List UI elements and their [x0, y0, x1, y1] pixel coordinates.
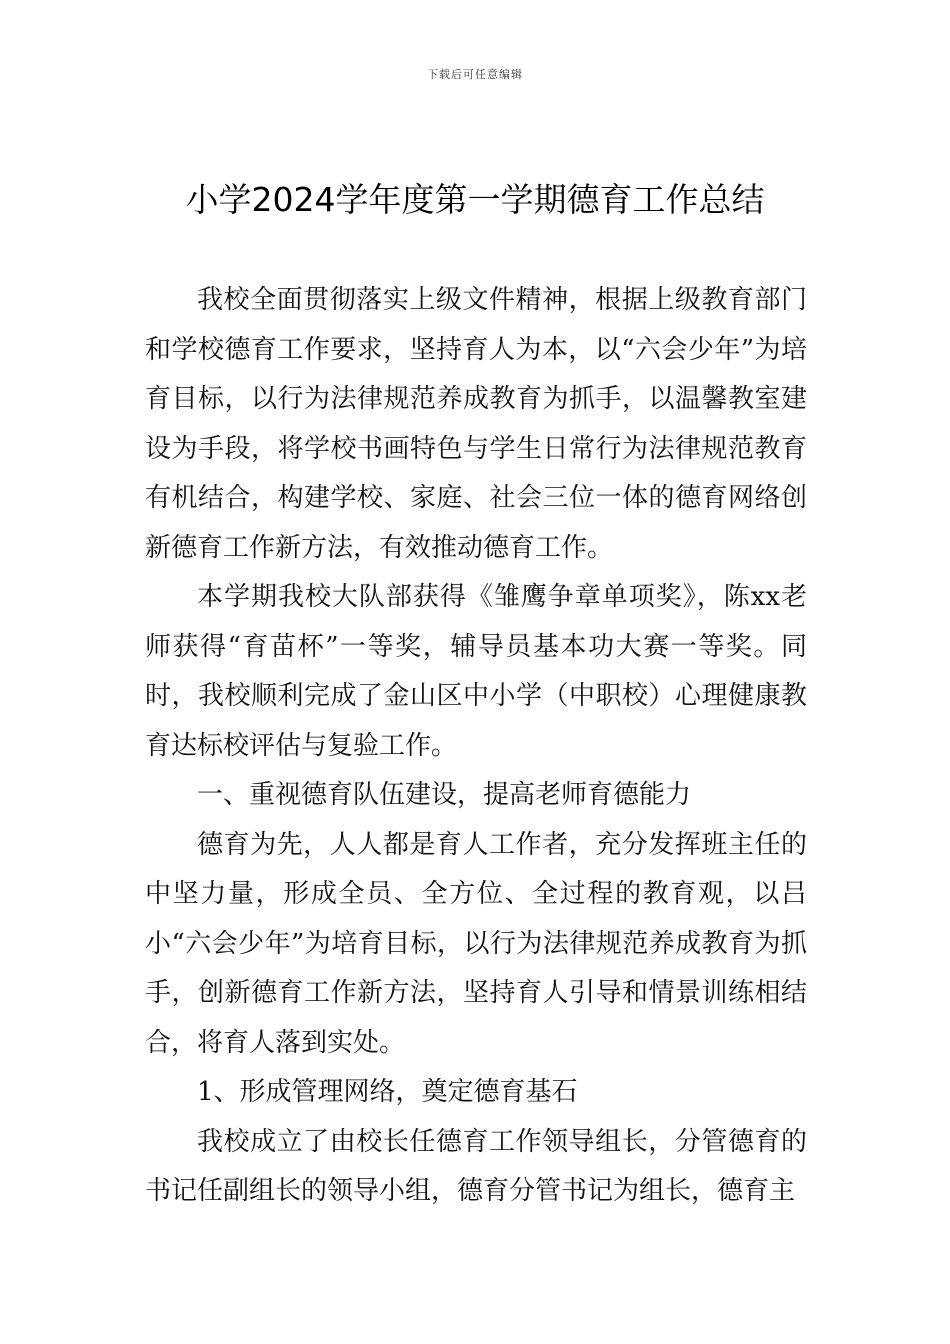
section-heading-1: 一、重视德育队伍建设，提高老师育德能力: [197, 780, 692, 810]
paragraph-awards: 本学期我校大队部获得《雏鹰争章单项奖》，陈xx老师获得“育苗杯”一等奖，辅导员基本功大赛一等奖。同时，我校顺利完成了金山区中小学（中职校）心理健康教育达标校评估与复验工作。: [145, 582, 807, 761]
paragraph-subsection-1: 我校成立了由校长任德育工作领导组长，分管德育的书记任副组长的领导小组，德育分管书记为组长，德育主: [145, 1126, 807, 1206]
document-title: 小学2024学年度第一学期德育工作总结: [185, 180, 765, 219]
document-body: [145, 276, 807, 1217]
subsection-heading-1: 1、形成管理网络，奠定德育基石: [197, 1077, 578, 1107]
paragraph-section-1: 德育为先，人人都是育人工作者，充分发挥班主任的中坚力量，形成全员、全方位、全过程的教育观，以吕小“六会少年”为培育目标，以行为法律规范养成教育为抓手，创新德育工作新方法，坚持育人引导和情景训练相结合，将育人落到实处。: [145, 829, 807, 1058]
paragraph-intro: 我校全面贯彻落实上级文件精神，根据上级教育部门和学校德育工作要求，坚持育人为本，以“六会少年”为培育目标，以行为法律规范养成教育为抓手，以温馨教室建设为手段，将学校书画特色与学生日常行为法律规范教育有机结合，构建学校、家庭、社会三位一体的德育网络创新德育工作新方法，有效推动德育工作。: [145, 285, 807, 563]
header-note: 下载后可任意编辑: [427, 68, 523, 81]
